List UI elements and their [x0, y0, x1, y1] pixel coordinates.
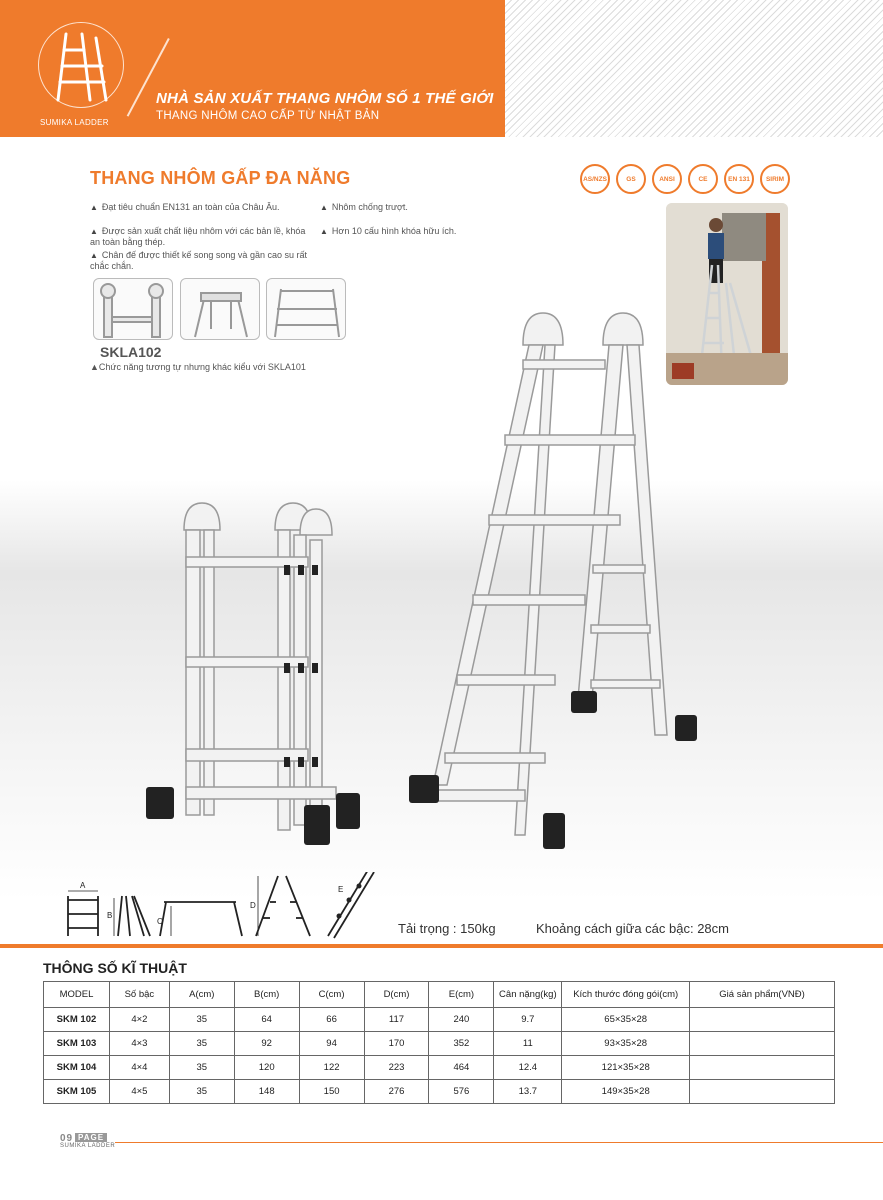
footer-line — [115, 1142, 883, 1143]
table-cell: 120 — [234, 1056, 299, 1080]
table-header: MODEL — [44, 982, 110, 1008]
table-header: A(cm) — [169, 982, 234, 1008]
spec-table — [43, 981, 835, 1104]
feature-item: ▲ Được sản xuất chất liệu nhôm với các bản lề, khóa an toàn bằng thép. — [90, 226, 306, 247]
table-cell: 464 — [429, 1056, 494, 1080]
table-cell: 4×4 — [109, 1056, 169, 1080]
table-row — [44, 1080, 835, 1104]
triangle-bullet-icon: ▲ — [320, 227, 328, 236]
table-cell: 148 — [234, 1080, 299, 1104]
product-title: THANG NHÔM GẤP ĐA NĂNG — [90, 168, 351, 188]
table-header: D(cm) — [364, 982, 429, 1008]
table-row — [44, 1032, 835, 1056]
hinge-thumbnail-icon — [94, 279, 173, 340]
step-spacing: Khoảng cách giữa các bậc: 28cm — [536, 921, 729, 936]
table-header-row — [44, 982, 835, 1008]
table-header: Kích thước đóng gói(cm) — [562, 982, 690, 1008]
dim-label-d: D — [250, 901, 256, 910]
table-header: Số bậc — [109, 982, 169, 1008]
cert-badge-ansi: ANSI — [652, 164, 682, 194]
triangle-bullet-icon: ▲ — [90, 251, 98, 260]
table-cell: 66 — [299, 1008, 364, 1032]
scaffold-thumbnail-icon — [267, 279, 346, 340]
feature-item: ▲ Đạt tiêu chuẩn EN131 an toàn của Châu Âu. — [90, 202, 280, 212]
table-cell: 4×5 — [109, 1080, 169, 1104]
table-cell: 223 — [364, 1056, 429, 1080]
platform-thumbnail-icon — [181, 279, 260, 340]
table-cell: 240 — [429, 1008, 494, 1032]
certification-badges — [580, 164, 790, 194]
table-cell: SKM 105 — [44, 1080, 110, 1104]
table-cell: 94 — [299, 1032, 364, 1056]
folded-ladder-image — [140, 495, 370, 850]
cert-badge-asnzs: AS/NZS — [580, 164, 610, 194]
table-cell: 150 — [299, 1080, 364, 1104]
cert-badge-en131: EN 131 — [724, 164, 754, 194]
thumbnail-platform-mode — [180, 278, 260, 340]
table-header: B(cm) — [234, 982, 299, 1008]
table-cell: 13.7 — [494, 1080, 562, 1104]
spec-title: THÔNG SỐ KĨ THUẬT — [43, 960, 187, 976]
table-cell: 121×35×28 — [562, 1056, 690, 1080]
table-header: C(cm) — [299, 982, 364, 1008]
table-cell — [690, 1032, 835, 1056]
dim-label-e: E — [338, 885, 344, 894]
table-cell: 35 — [169, 1008, 234, 1032]
cert-badge-gs: GS — [616, 164, 646, 194]
dim-label-c: C — [157, 917, 163, 926]
footer-brand: SUMIKA LADDER — [60, 1143, 116, 1149]
feature-item: ▲ Nhôm chống trượt. — [320, 202, 408, 212]
table-cell: 276 — [364, 1080, 429, 1104]
table-cell: 92 — [234, 1032, 299, 1056]
page-number: 09 — [60, 1133, 74, 1144]
thumbnail-hinge-closeup — [93, 278, 173, 340]
table-cell: 65×35×28 — [562, 1008, 690, 1032]
table-row — [44, 1056, 835, 1080]
triangle-bullet-icon: ▲ — [320, 203, 328, 212]
table-cell: 35 — [169, 1080, 234, 1104]
table-cell: 576 — [429, 1080, 494, 1104]
table-cell: 64 — [234, 1008, 299, 1032]
cert-badge-sirim: SIRIM — [760, 164, 790, 194]
model-note: ▲Chức năng tương tự nhưng khác kiểu với SKLA101 — [90, 362, 306, 372]
page-word-badge: PAGE — [75, 1133, 107, 1142]
feature-item: ▲ Hơn 10 cấu hình khóa hữu ích. — [320, 226, 457, 236]
table-cell: SKM 102 — [44, 1008, 110, 1032]
table-cell: 11 — [494, 1032, 562, 1056]
table-cell: 117 — [364, 1008, 429, 1032]
table-row — [44, 1008, 835, 1032]
table-cell: 170 — [364, 1032, 429, 1056]
table-cell: 93×35×28 — [562, 1032, 690, 1056]
triangle-bullet-icon: ▲ — [90, 362, 99, 372]
table-header: Cân nặng(kg) — [494, 982, 562, 1008]
dimension-diagrams — [60, 872, 380, 942]
table-cell — [690, 1008, 835, 1032]
triangle-bullet-icon: ▲ — [90, 203, 98, 212]
model-label: SKLA102 — [100, 344, 162, 360]
table-cell: 12.4 — [494, 1056, 562, 1080]
table-cell: 9.7 — [494, 1008, 562, 1032]
table-cell: 35 — [169, 1032, 234, 1056]
table-cell — [690, 1056, 835, 1080]
table-cell: 122 — [299, 1056, 364, 1080]
cert-badge-ce: CE — [688, 164, 718, 194]
thumbnail-scaffold-mode — [266, 278, 346, 340]
table-cell: 4×3 — [109, 1032, 169, 1056]
table-cell: 35 — [169, 1056, 234, 1080]
triangle-bullet-icon: ▲ — [90, 227, 98, 236]
table-cell — [690, 1080, 835, 1104]
header-pattern — [505, 0, 883, 137]
table-header: E(cm) — [429, 982, 494, 1008]
table-header: Giá sản phẩm(VNĐ) — [690, 982, 835, 1008]
header-title: NHÀ SẢN XUẤT THANG NHÔM SỐ 1 THẾ GIỚI — [156, 90, 494, 107]
table-cell: 4×2 — [109, 1008, 169, 1032]
dim-label-b: B — [107, 911, 113, 920]
feature-item: ▲ Chân đế được thiết kế song song và gần cao su rất chắc chắn. — [90, 250, 307, 271]
dim-label-a: A — [80, 881, 86, 890]
table-cell: 149×35×28 — [562, 1080, 690, 1104]
a-frame-ladder-image — [405, 305, 705, 860]
ladder-logo-icon — [52, 30, 112, 102]
table-cell: 352 — [429, 1032, 494, 1056]
logo-brand-text: SUMIKA LADDER — [40, 118, 109, 127]
header-subtitle: THANG NHÔM CAO CẤP TỪ NHẬT BẢN — [156, 110, 380, 122]
table-cell: SKM 104 — [44, 1056, 110, 1080]
table-cell: SKM 103 — [44, 1032, 110, 1056]
section-divider — [0, 944, 883, 948]
load-capacity: Tải trọng : 150kg — [398, 921, 496, 936]
